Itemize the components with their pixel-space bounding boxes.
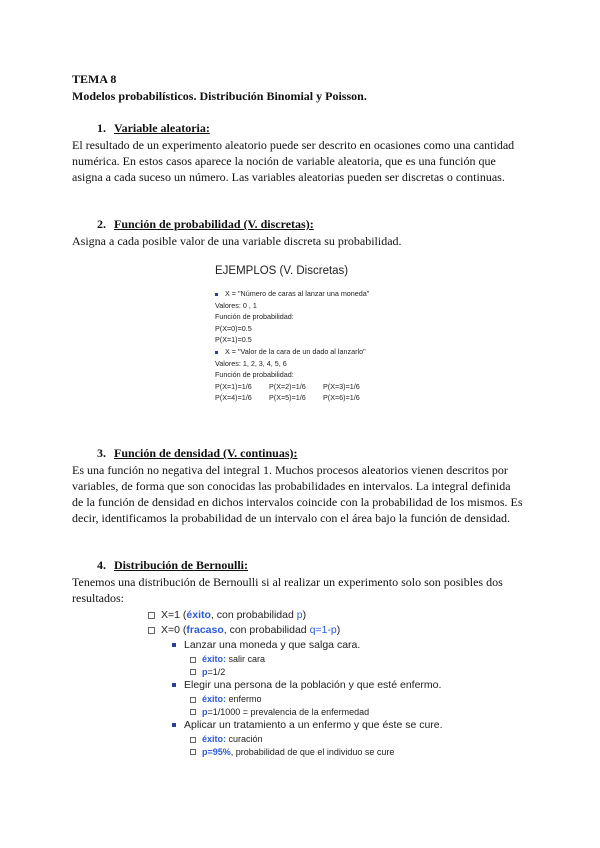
example-1-p1: P(X=1)=0.5: [215, 335, 252, 345]
section-title: Función de probabilidad (V. discretas):: [114, 217, 314, 231]
example-2-variable: X = "Valor de la cara de un dado al lanzarlo": [215, 346, 415, 358]
section-number: 3.: [97, 446, 106, 460]
paragraph-line: de la función de densidad en dichos intervalos coincide con la probabilidad de los mismos. Es: [72, 495, 523, 509]
section-3-paragraph: [72, 462, 532, 526]
outcome-success: X=1 (éxito, con probabilidad p): [148, 608, 443, 623]
section-4-heading: [72, 558, 248, 573]
example-probability: p=95%, probabilidad de que el individuo se cure: [148, 746, 443, 759]
section-title: Variable aleatoria:: [114, 121, 210, 135]
examples-box: [215, 265, 415, 404]
examples-title: EJEMPLOS (V. Discretas): [215, 265, 349, 277]
document-subtitle: Modelos probabilísticos. Distribución Binomial y Poisson.: [72, 89, 367, 103]
probability-value: P(X=4)=1/6: [215, 393, 252, 403]
section-2-heading: [72, 217, 314, 232]
example-1-function-label: Función de probabilidad:: [215, 312, 294, 322]
checkbox-bullet-icon: [148, 612, 155, 619]
example-2-row-2: [215, 392, 415, 404]
example-1-variable: X = "Número de caras al lanzar una moneda": [215, 288, 415, 300]
example-success: éxito: curación: [148, 733, 443, 746]
section-1-paragraph: [72, 137, 532, 185]
example-2-row-1: [215, 381, 415, 393]
example-probability: p=1/1000 = prevalencia de la enfermedad: [148, 706, 443, 719]
probability-value: P(X=1)=1/6: [215, 381, 252, 391]
paragraph-line: Tenemos una distribución de Bernoulli si al realizar un experimento solo son posibles dos: [72, 575, 503, 589]
checkbox-bullet-icon: [190, 697, 196, 703]
checkbox-bullet-icon: [190, 749, 196, 755]
section-title: Distribución de Bernoulli:: [114, 558, 249, 572]
paragraph-line: asigna a cada suceso un número. Las variables aleatorias pueden ser discretas o continuas.: [72, 170, 505, 184]
square-bullet-icon: [172, 723, 176, 727]
example-2-values: Valores: 1, 2, 3, 4, 5, 6: [215, 358, 287, 368]
square-bullet-icon: [215, 293, 218, 296]
square-bullet-icon: [172, 683, 176, 687]
section-2-paragraph: [72, 233, 532, 249]
checkbox-bullet-icon: [190, 657, 196, 663]
probability-value: P(X=5)=1/6: [269, 393, 306, 403]
section-number: 4.: [97, 558, 106, 572]
paragraph-line: El resultado de un experimento aleatorio puede ser descrito en ocasiones como una cantidad: [72, 138, 515, 152]
example-1-values: Valores: 0 , 1: [215, 300, 257, 310]
probability-value: P(X=6)=1/6: [323, 393, 360, 403]
paragraph-line: variables, de forma que son conocidas las probabilidades en intervalos. La integral definida: [72, 479, 511, 493]
example-item: Elegir una persona de la población y que esté enfermo.: [148, 678, 443, 693]
paragraph-line: resultados:: [72, 591, 124, 605]
paragraph-line: numérica. En estos casos aparece la noción de variable aleatoria, que es una función que: [72, 154, 496, 168]
example-success: éxito: salir cara: [148, 653, 443, 666]
example-1-p0: P(X=0)=0.5: [215, 323, 252, 333]
checkbox-bullet-icon: [190, 669, 196, 675]
probability-value: P(X=2)=1/6: [269, 381, 306, 391]
section-number: 2.: [97, 217, 106, 231]
checkbox-bullet-icon: [190, 737, 196, 743]
checkbox-bullet-icon: [190, 709, 196, 715]
tema-title: TEMA 8: [72, 72, 117, 86]
example-probability: p=1/2: [148, 666, 443, 679]
outcome-failure: X=0 (fracaso, con probabilidad q=1-p): [148, 623, 443, 638]
example-item: Lanzar una moneda y que salga cara.: [148, 638, 443, 653]
checkbox-bullet-icon: [148, 627, 155, 634]
example-success: éxito: enfermo: [148, 693, 443, 706]
section-1-heading: [72, 121, 210, 136]
section-title: Función de densidad (V. continuas):: [114, 446, 298, 460]
square-bullet-icon: [215, 351, 218, 354]
paragraph-line: Asigna a cada posible valor de una variable discreta su probabilidad.: [72, 234, 402, 248]
square-bullet-icon: [172, 643, 176, 647]
bernoulli-list: [148, 608, 443, 758]
probability-value: P(X=3)=1/6: [323, 381, 360, 391]
example-2-function-label: Función de probabilidad:: [215, 370, 294, 380]
paragraph-line: Es una función no negativa del integral 1. Muchos procesos aleatorios vienen descritos por: [72, 463, 508, 477]
section-3-heading: [72, 446, 298, 461]
section-number: 1.: [97, 121, 106, 135]
section-4-paragraph: [72, 574, 532, 606]
example-item: Aplicar un tratamiento a un enfermo y que éste se cure.: [148, 718, 443, 733]
paragraph-line: decir, identificamos la probabilidad de un intervalo con el área bajo la función de densidad.: [72, 511, 511, 525]
